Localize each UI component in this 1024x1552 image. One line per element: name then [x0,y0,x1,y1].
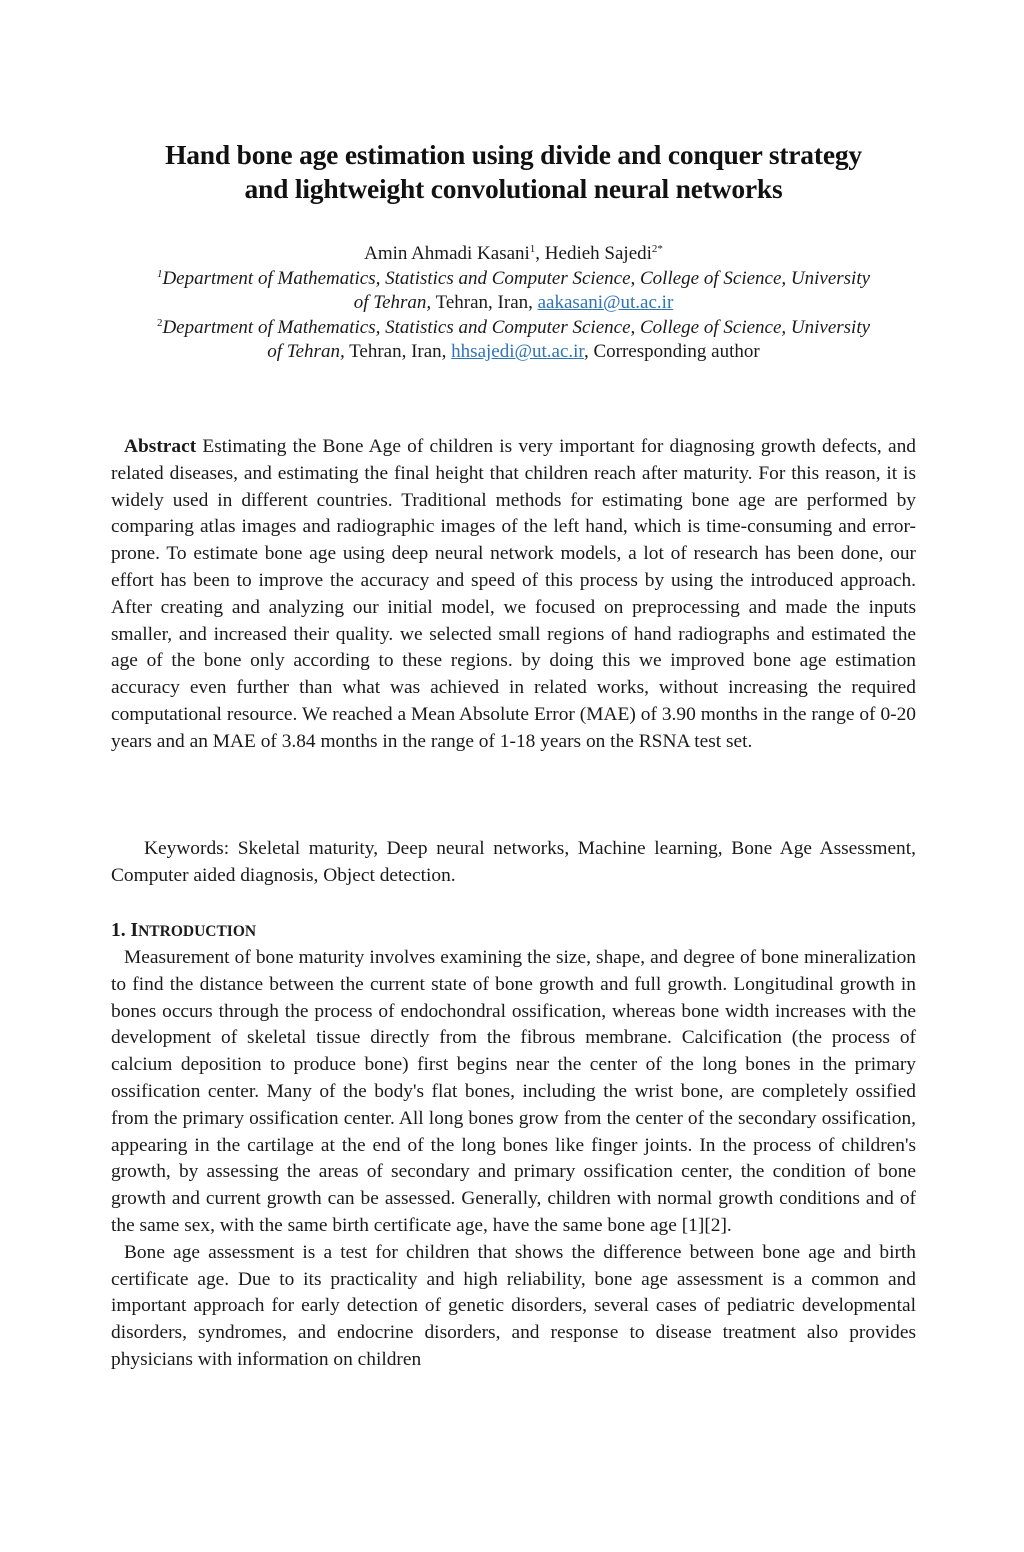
affiliation-text: Department of Mathematics, Statistics and Computer Science, College of Science, University [162,316,871,338]
affiliation-marker: 1 [156,267,163,280]
affiliation-1-line-1 [111,267,916,292]
author-list [111,242,916,267]
title-line-1: Hand bone age estimation using divide and conquer strategy [165,139,862,170]
section-number: 1. [111,920,131,941]
corresponding-email-link[interactable]: hhsajedi@ut.ac.ir [451,341,584,362]
author-email-link[interactable]: aakasani@ut.ac.ir [537,292,674,313]
author-affiliation-marker: 2* [651,243,663,255]
affiliation-text: of Tehran, [267,341,345,362]
author-name: Amin Ahmadi Kasani [364,243,530,264]
author-name: Hedieh Sajedi [544,243,652,264]
corresponding-author-note: , Corresponding author [583,341,760,362]
paragraph: Measurement of bone maturity involves examining the size, shape, and degree of bone mineralization to find the distance between the current state of bone growth and full growth. Longitudinal growth in bones occurs through the process of endochondral ossification, whereas bone width increases with the development of skeletal tissue directly from the fibrous membrane. Calcification (the process of calcium deposition to produce bone) first begins near the center of the long bones in the primary ossification center. Many of the body's flat bones, including the wrist bone, are completely ossified from the primary ossification center. All long bones grow from the center of the secondary ossification, appearing in the cartilage at the end of the long bones like finger joints. In the process of children's growth, by assessing the areas of secondary and primary ossification center, the condition of bone growth and current growth can be assessed. Generally, children with normal growth conditions and of the same sex, with the same birth certificate age, have the same bone age [1][2]. [111,947,916,1236]
abstract [111,434,916,756]
keywords: Keywords: Skeletal maturity, Deep neural networks, Machine learning, Bone Age Assessment, Computer aided diagnosis, Object detection. [111,838,916,886]
affiliation-2-line-2 [111,340,916,365]
section-heading-introduction [111,918,916,945]
affiliation-location: Tehran, Iran, [431,292,538,313]
paper-title [111,138,916,206]
title-line-2: and lightweight convolutional neural networks [244,173,783,204]
affiliation-text: Department of Mathematics, Statistics and Computer Science, College of Science, University [162,267,871,289]
affiliation-marker: 2 [156,316,163,329]
affiliation-text: of Tehran, [353,292,432,313]
affiliation-2-line-1 [111,316,916,341]
affiliation-location: Tehran, Iran, [344,341,452,362]
section-title-initial: I [130,920,139,941]
author-affiliation-marker: 1 [529,243,536,255]
author-separator: , [535,243,545,264]
authors-block [111,242,916,365]
abstract-label: Abstract [124,436,197,457]
affiliation-1-line-2 [111,291,916,316]
paragraph: Bone age assessment is a test for children that shows the difference between bone age and birth certificate age. Due to its practicality and high reliability, bone age assessment is a common and important approach for early detection of genetic disorders, several cases of pediatric developmental disorders, syndromes, and endocrine disorders, and response to disease treatment also provides physicians with information on children [111,1241,916,1370]
introduction-body [111,945,916,1374]
section-title-rest: NTRODUCTION [138,923,257,940]
abstract-text: Estimating the Bone Age of children is very important for diagnosing growth defects, and related diseases, and estimating the final height that children reach after maturity. For this reason, it is widely used in different countries. Traditional methods for estimating bone age are performed by comparing atlas images and radiographic images of the left hand, which is time-consuming and error-prone. To estimate bone age using deep neural network models, a lot of research has been done, our effort has been to improve the accuracy and speed of this process by using the introduced approach. After creating and analyzing our initial model, we focused on preprocessing and made the inputs smaller, and increased their quality. we selected small regions of hand radiographs and estimated the age of the bone only according to these regions. by doing this we improved bone age estimation accuracy even further than what was achieved in related works, without increasing the required computational resource. We reached a Mean Absolute Error (MAE) of 3.90 months in the range of 0-20 years and an MAE of 3.84 months in the range of 1-18 years on the RSNA test set. [111,436,916,752]
